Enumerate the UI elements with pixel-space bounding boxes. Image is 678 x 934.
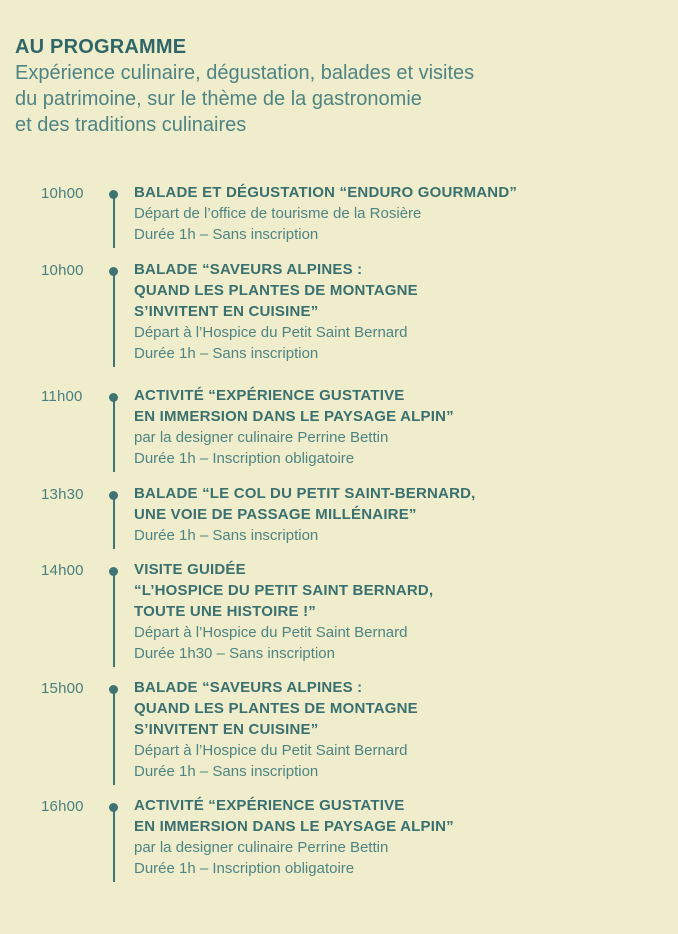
- event-content: [134, 795, 654, 879]
- event-detail-line: Durée 1h – Sans inscription: [134, 345, 319, 362]
- event-content: [134, 182, 654, 245]
- event-detail-line: par la designer culinaire Perrine Bettin: [134, 839, 389, 856]
- event-detail-line: Durée 1h – Sans inscription: [134, 763, 319, 780]
- event-detail-line: Durée 1h – Inscription obligatoire: [134, 860, 355, 877]
- event-title-line: BALADE “LE COL DU PETIT SAINT-BERNARD,: [134, 485, 476, 502]
- event-detail-line: Départ à l’Hospice du Petit Saint Bernard: [134, 742, 408, 759]
- event-details: [134, 622, 654, 664]
- event-title-line: QUAND LES PLANTES DE MONTAGNE: [134, 700, 418, 717]
- event-details: [134, 322, 654, 364]
- event-title-line: VISITE GUIDÉE: [134, 561, 246, 578]
- page-title: AU PROGRAMME: [15, 36, 187, 58]
- event-content: [134, 385, 654, 469]
- event-details: [134, 203, 654, 245]
- event-title: [134, 559, 654, 622]
- event-title-line: QUAND LES PLANTES DE MONTAGNE: [134, 282, 418, 299]
- event-title-line: TOUTE UNE HISTOIRE !”: [134, 603, 316, 620]
- event-title-line: UNE VOIE DE PASSAGE MILLÉNAIRE”: [134, 506, 417, 523]
- event-detail-line: Départ à l’Hospice du Petit Saint Bernard: [134, 624, 408, 641]
- event-detail-line: Durée 1h – Sans inscription: [134, 226, 319, 243]
- timeline-line: [113, 687, 115, 785]
- event-title: [134, 385, 654, 427]
- event-title-line: ACTIVITÉ “EXPÉRIENCE GUSTATIVE: [134, 797, 405, 814]
- event-content: [134, 559, 654, 664]
- event-details: [134, 837, 654, 879]
- event-title-line: S’INVITENT EN CUISINE”: [134, 303, 319, 320]
- event-title-line: ACTIVITÉ “EXPÉRIENCE GUSTATIVE: [134, 387, 405, 404]
- event-details: [134, 740, 654, 782]
- event-title: [134, 677, 654, 740]
- subtitle-line: et des traditions culinaires: [15, 114, 247, 136]
- subtitle-line: du patrimoine, sur le thème de la gastronomie: [15, 88, 422, 110]
- event-content: [134, 259, 654, 364]
- event-title-line: S’INVITENT EN CUISINE”: [134, 721, 319, 738]
- event-detail-line: Départ à l’Hospice du Petit Saint Bernard: [134, 324, 408, 341]
- event-title: [134, 182, 654, 203]
- event-detail-line: Départ de l’office de tourisme de la Rosière: [134, 205, 422, 222]
- event-title-line: BALADE “SAVEURS ALPINES :: [134, 261, 363, 278]
- event-detail-line: Durée 1h30 – Sans inscription: [134, 645, 335, 662]
- timeline-line: [113, 805, 115, 882]
- event-title-line: BALADE “SAVEURS ALPINES :: [134, 679, 363, 696]
- timeline-line: [113, 569, 115, 667]
- event-time: 10h00: [41, 262, 84, 279]
- event-title-line: EN IMMERSION DANS LE PAYSAGE ALPIN”: [134, 408, 454, 425]
- event-title-line: EN IMMERSION DANS LE PAYSAGE ALPIN”: [134, 818, 454, 835]
- event-details: [134, 525, 654, 546]
- timeline-line: [113, 269, 115, 367]
- event-content: [134, 677, 654, 782]
- event-title: [134, 795, 654, 837]
- event-time: 16h00: [41, 798, 84, 815]
- event-time: 13h30: [41, 486, 84, 503]
- timeline-line: [113, 395, 115, 472]
- event-detail-line: par la designer culinaire Perrine Bettin: [134, 429, 389, 446]
- event-title: [134, 259, 654, 322]
- programme-header: [15, 34, 665, 138]
- event-details: [134, 427, 654, 469]
- timeline-line: [113, 192, 115, 248]
- page-subtitle: [15, 60, 665, 138]
- event-detail-line: Durée 1h – Inscription obligatoire: [134, 450, 355, 467]
- event-title-line: BALADE ET DÉGUSTATION “ENDURO GOURMAND”: [134, 184, 518, 201]
- event-content: [134, 483, 654, 546]
- event-time: 14h00: [41, 562, 84, 579]
- event-time: 10h00: [41, 185, 84, 202]
- event-title: [134, 483, 654, 525]
- event-time: 15h00: [41, 680, 84, 697]
- event-time: 11h00: [41, 388, 83, 405]
- event-detail-line: Durée 1h – Sans inscription: [134, 527, 319, 544]
- event-title-line: “L’HOSPICE DU PETIT SAINT BERNARD,: [134, 582, 434, 599]
- timeline-line: [113, 493, 115, 549]
- subtitle-line: Expérience culinaire, dégustation, balades et visites: [15, 62, 475, 84]
